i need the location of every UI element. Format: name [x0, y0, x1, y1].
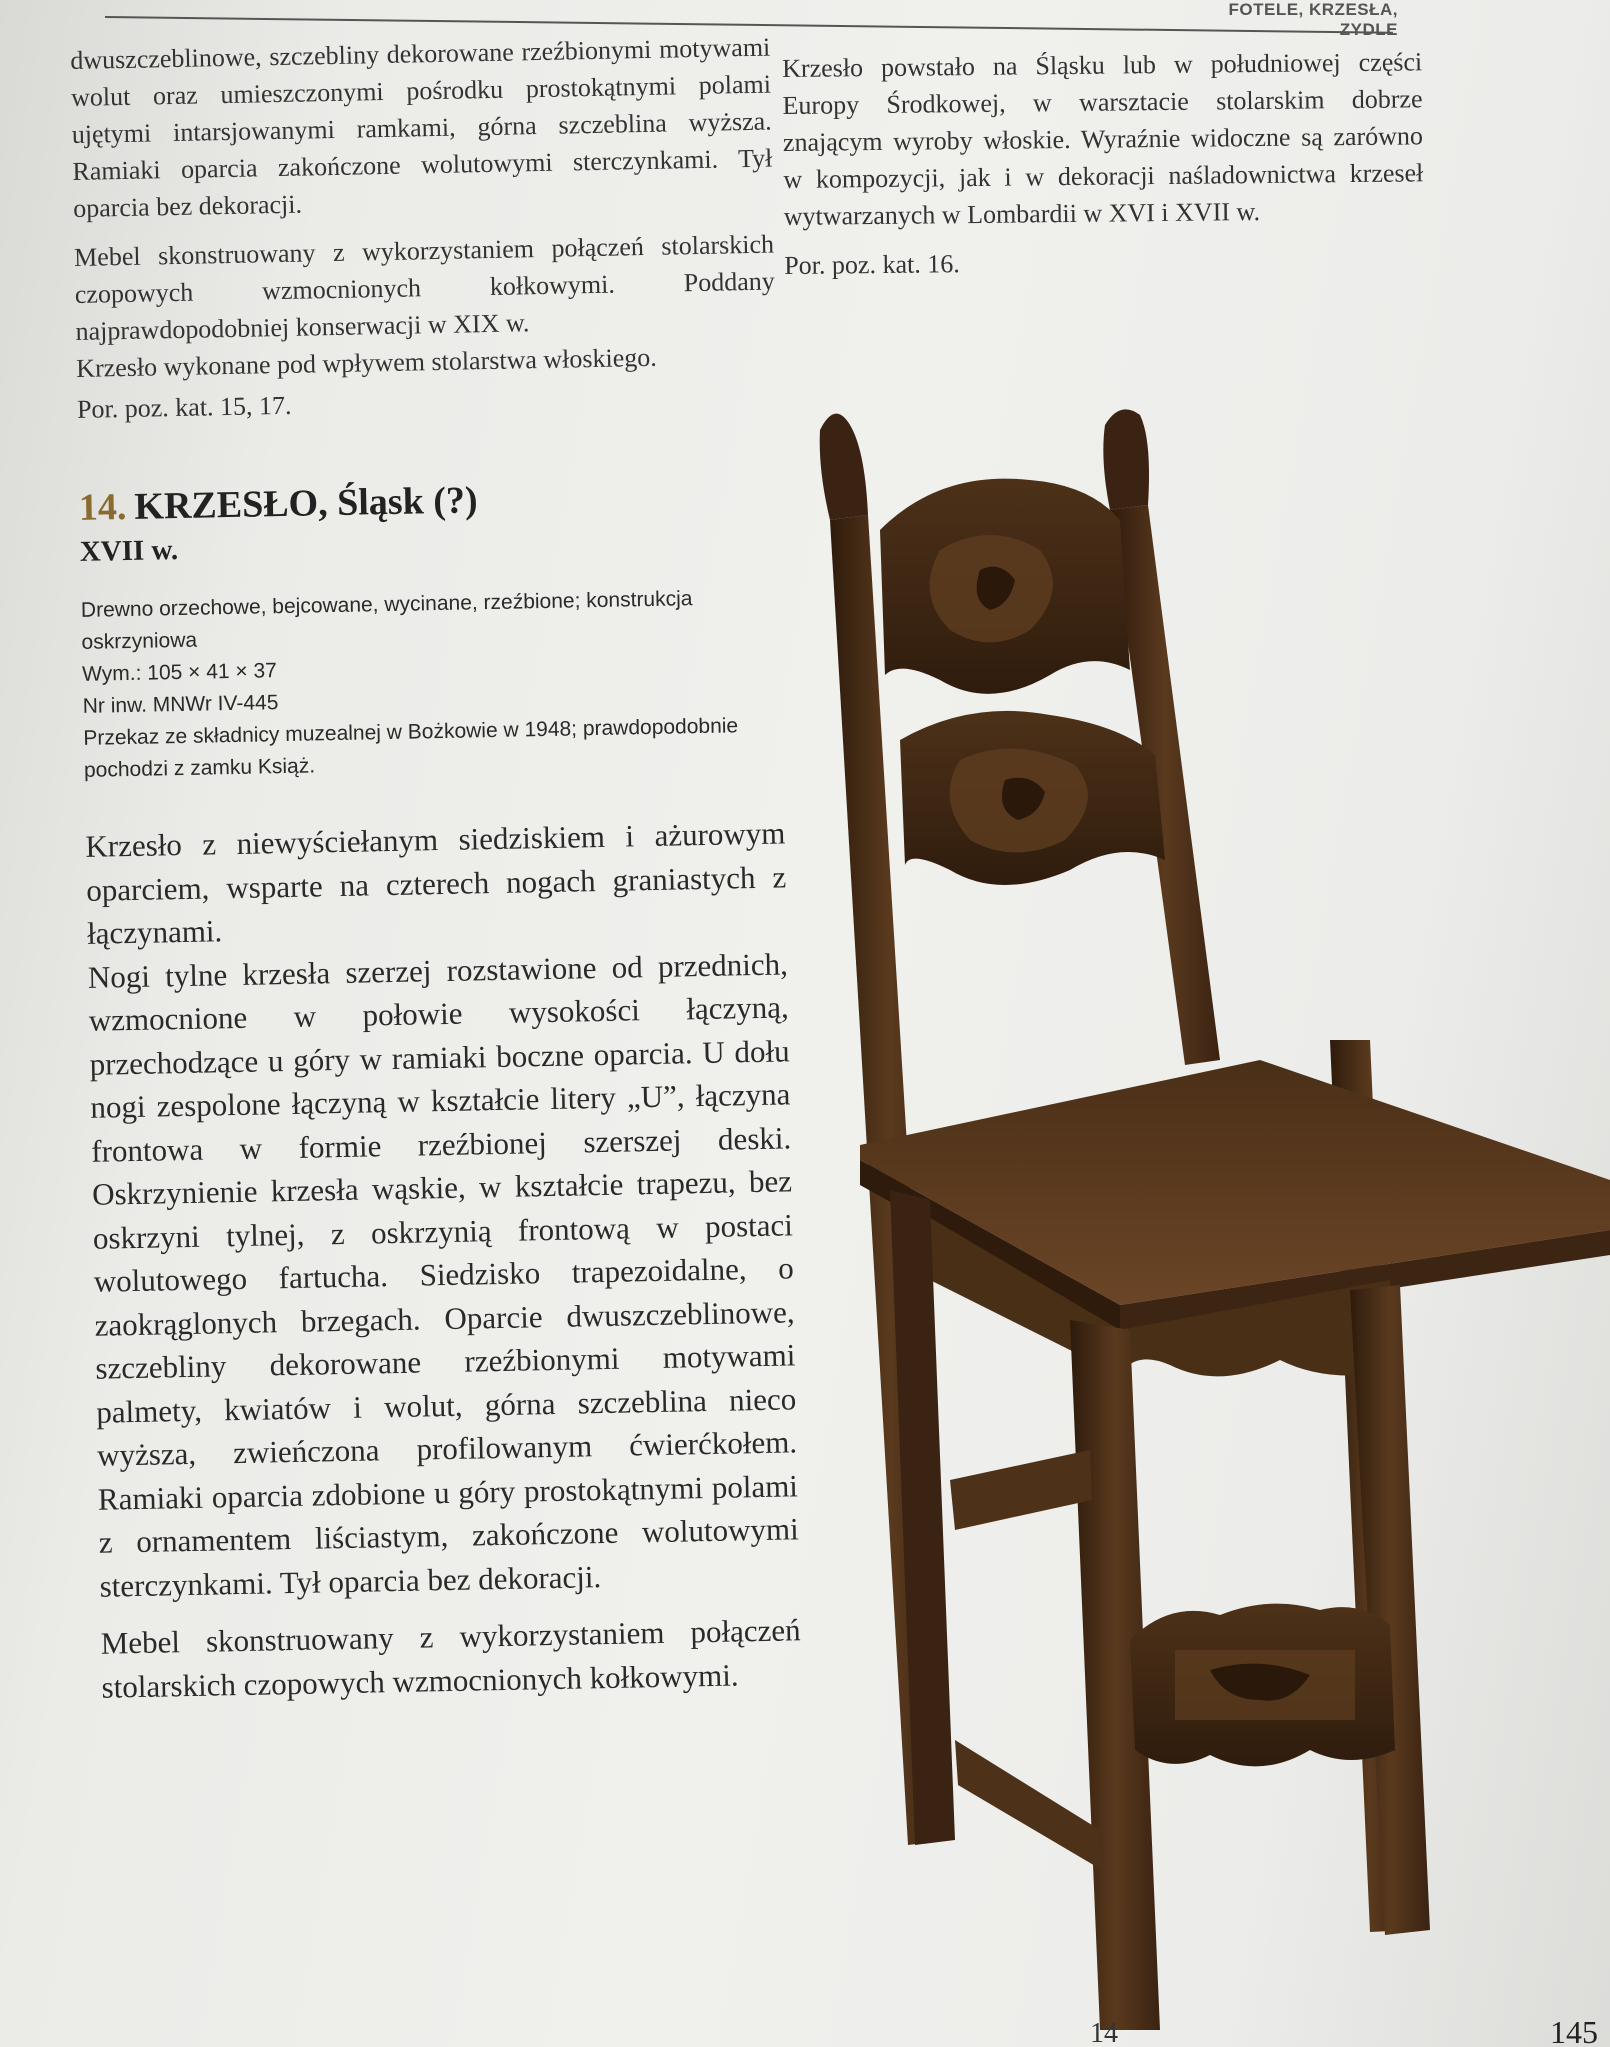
meta-dimensions: Wym.: 105 × 41 × 37 [81, 659, 278, 686]
body-paragraph-1: Krzesło z niewyściełanym siedziskiem i ażurowym oparciem, wsparte na czterech nogach graniastych z łączynami. [85, 815, 787, 951]
left-column [70, 29, 802, 1723]
meta-inventory: Nr inw. MNWr IV-445 [82, 691, 279, 718]
running-head: FOTELE, KRZESŁA, ZYDLE [1228, 0, 1398, 39]
chair-illustration [790, 400, 1610, 2040]
entry-title-text: KRZESŁO, Śląsk (?) [134, 479, 478, 528]
body-paragraph-3: Mebel skonstruowany z wykorzystaniem połączeń stolarskich czopowych wzmocnionych kołkowymi. [100, 1612, 801, 1705]
attribution-paragraph: Krzesło powstało na Śląsku lub w południowej części Europy Środkowej, w warsztacie stolarskim dobrze znającym wyroby włoskie. Wyraźnie widoczne są zarówno w kompozycji, jak i w dekoracji naśladownictwa krzeseł wytwarzanych w Lombardii w XVI i XVII w. [782, 47, 1424, 231]
meta-material: Drewno orzechowe, bejcowane, wycinane, rzeźbione; konstrukcja oskrzyniowa [80, 587, 693, 654]
continued-paragraph-2: Mebel skonstruowany z wykorzystaniem połączeń stolarskich czopowych wzmocnionych kołkowymi. Poddany najprawdopodobniej konserwacji w XIX w. [73, 229, 775, 346]
entry-date: XVII w. [79, 534, 179, 568]
continued-paragraph-3: Krzesło wykonane pod wpływem stolarstwa włoskiego. [75, 342, 658, 383]
right-cross-reference: Por. poz. kat. 16. [784, 249, 960, 280]
figure-caption-number: 14 [1090, 2018, 1118, 2047]
right-column [782, 43, 1424, 284]
left-finial [820, 414, 868, 520]
meta-provenance: Przekaz ze składnicy muzealnej w Bożkowie w 1948; prawdopodobnie pochodzi z zamku Książ. [83, 714, 739, 782]
page-number: 145 [1550, 2014, 1598, 2047]
right-finial [1103, 409, 1149, 510]
body-paragraph-2: Nogi tylne krzesła szerzej rozstawione od przednich, wzmocnione w połowie wysokości łączyną, przechodzące u góry w ramiaki boczne oparcia. U dołu nogi zespolone łączyną w kształcie litery „U”, łączyna frontowa w formie rzeźbionej szerszej deski. Oskrzynienie krzesła wąskie, w kształcie trapezu, bez oskrzyni tylnej, z oskrzynią frontową w postaci wolutowego fartucha. Siedzisko trapezoidalne, o zaokrąglonych brzegach. Oparcie dwuszczeblinowe, szczebliny dekorowane rzeźbionymi motywami palmety, kwiatów i wolut, górna szczeblina nieco wyższa, zwieńczona profilowanym ćwierćkołem. Ramiaki oparcia zdobione u góry prostokątnymi polami z ornamentem liściastym, zakończone wolutowymi sterczynkami. Tył oparcia bez dekoracji. [87, 945, 800, 1604]
chair-photograph [790, 400, 1610, 2040]
entry-title [79, 472, 780, 529]
entry-metadata [81, 581, 785, 786]
cross-reference: Por. poz. kat. 15, 17. [76, 390, 292, 424]
side-stretcher [950, 1450, 1092, 1530]
continued-paragraph-1: dwuszczeblinowe, szczebliny dekorowane rzeźbionymi motywami wolut oraz umieszczonymi pośrodku prostokątnymi polami ujętymi intarsjowanymi ramkami, górna szczeblina wyższa. Ramiaki oparcia zakończone wolutowymi sterczynkami. Tył oparcia bez dekoracji. [70, 32, 773, 223]
entry-number: 14. [78, 486, 127, 529]
